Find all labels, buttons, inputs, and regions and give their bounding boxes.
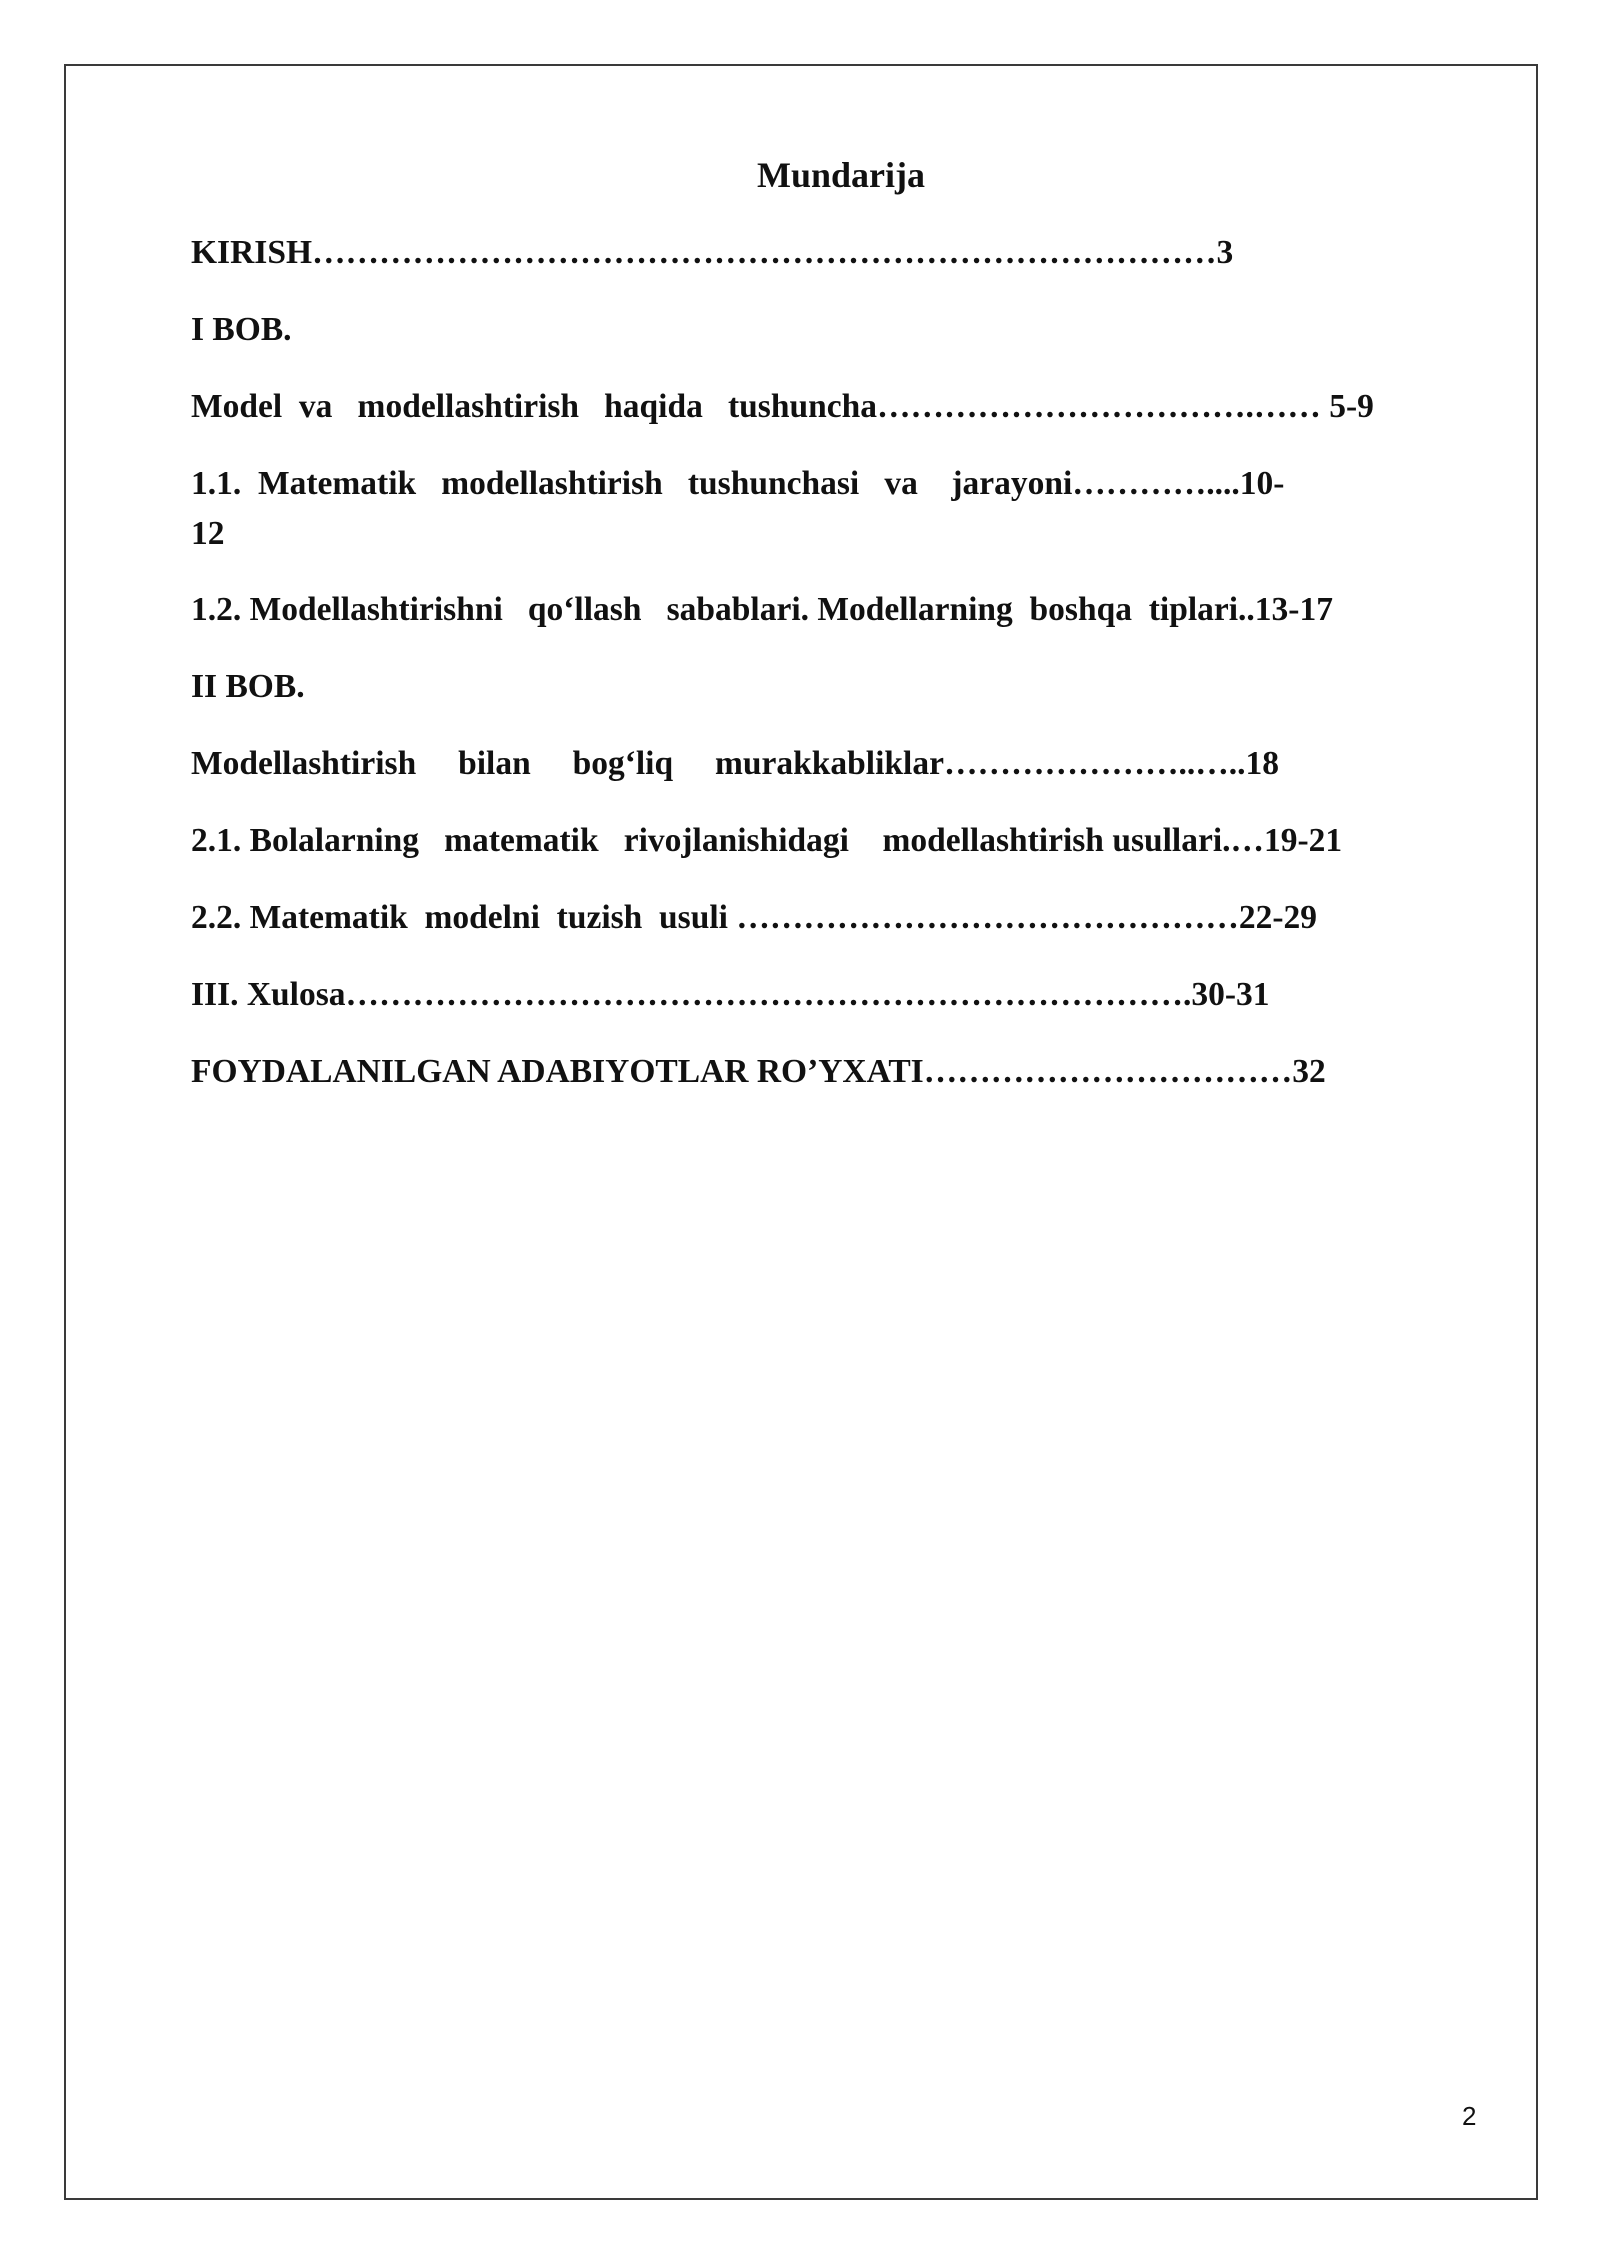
toc-entry-kirish: KIRISH………………………………………………………………………3	[191, 234, 1234, 271]
toc-entry-murakkabliklar: Modellashtirish bilan bog‘liq murakkabliklar…………………..…..18	[191, 745, 1279, 782]
toc-entry-1-2: 1.2. Modellashtirishni qo‘llash sabablari. Modellarning boshqa tiplari..13-17	[191, 591, 1333, 628]
toc-entry-adabiyotlar: FOYDALANILGAN ADABIYOTLAR RO’YXATI……………………………32	[191, 1053, 1326, 1090]
toc-entry-xulosa: III. Xulosa………………………………………………………………….30-31	[191, 976, 1270, 1013]
toc-entry-1-1: 1.1. Matematik modellashtirish tushunchasi va jarayoni…………....10- 12	[191, 465, 1285, 552]
toc-entry-chapter-1: I BOB.	[191, 311, 292, 348]
toc-entry-2-2: 2.2. Matematik modelni tuzish usuli ………………………………………22-29	[191, 899, 1317, 936]
page-number: 2	[1462, 2101, 1477, 2131]
toc-entry-2-1: 2.1. Bolalarning matematik rivojlanishidagi modellashtirish usullari.…19-21	[191, 822, 1343, 859]
toc-entry-chapter-2: II BOB.	[191, 668, 305, 705]
page-title: Mundarija	[756, 155, 925, 195]
toc-entry-model-tushuncha: Model va modellashtirish haqida tushuncha…………………………….…… 5-9	[191, 388, 1374, 425]
